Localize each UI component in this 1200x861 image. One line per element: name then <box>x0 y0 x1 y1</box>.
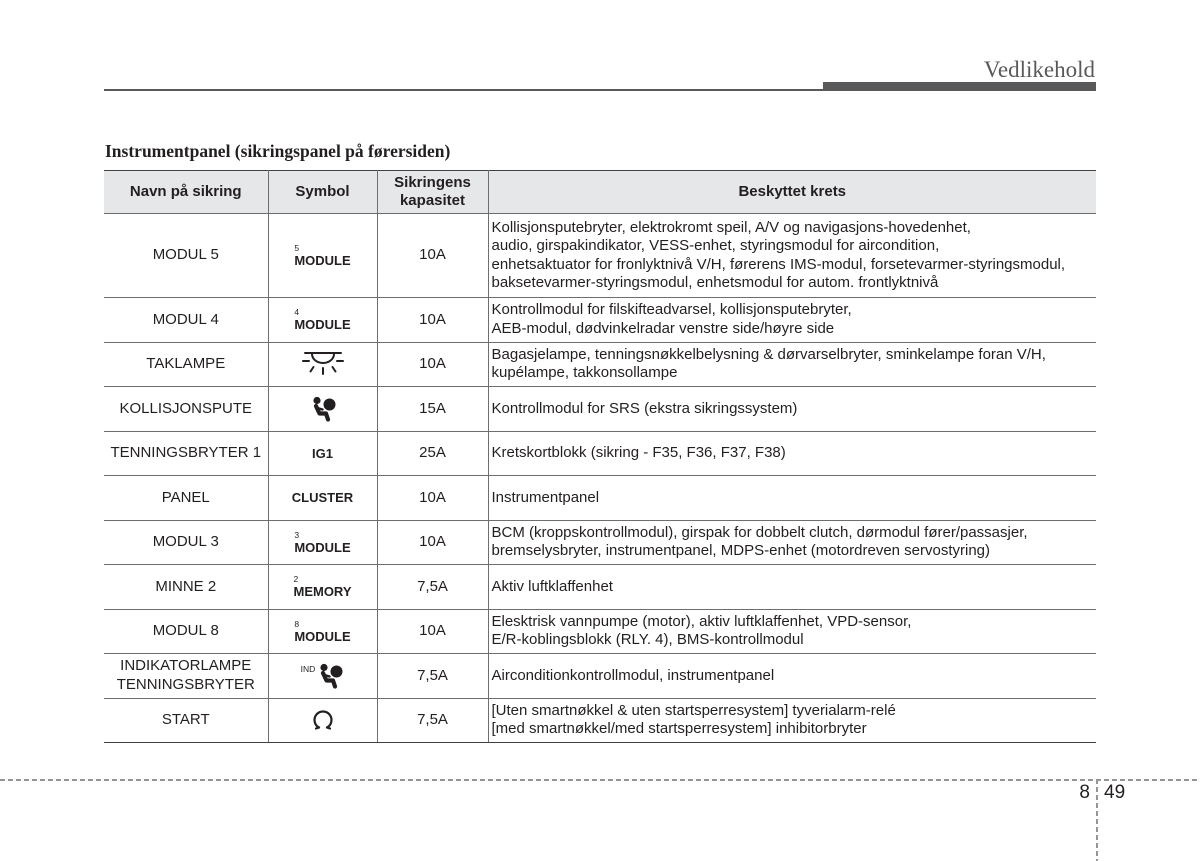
protected-circuit-cell <box>488 476 1096 521</box>
fuse-name: INDIKATORLAMPE <box>120 657 252 675</box>
protected-circuit-cell <box>488 298 1096 343</box>
fuse-name: MODUL 5 <box>152 246 219 264</box>
symbol-label: MODULE <box>294 317 351 333</box>
protected-circuit-cell <box>488 565 1096 610</box>
fuse-name: MODUL 4 <box>152 310 219 328</box>
protected-circuit-line: Kollisjonsputebryter, elektrokromt speil, A/V og navigasjons-hovedenhet, <box>491 218 971 236</box>
fuse-symbol <box>294 530 350 555</box>
symbol-label: IG1 <box>312 445 333 461</box>
fuse-capacity: 10A <box>419 355 446 372</box>
table-row <box>104 609 1096 654</box>
fuse-name-cell <box>104 609 268 654</box>
column-header-capacity <box>377 171 488 214</box>
fuse-capacity: 10A <box>419 622 446 639</box>
fuse-symbol-cell <box>268 698 377 743</box>
protected-circuit-cell <box>488 654 1096 699</box>
table-row <box>104 387 1096 432</box>
page-number: 49 <box>1104 782 1126 803</box>
fuse-capacity: 7,5A <box>417 577 448 595</box>
fuse-symbol <box>293 574 351 599</box>
table-row <box>104 565 1096 610</box>
protected-circuit-line: Elesktrisk vannpumpe (motor), aktiv luftklaffenhet, VPD-sensor, <box>491 612 912 630</box>
table-row <box>104 698 1096 743</box>
symbol-label: MODULE <box>294 628 351 644</box>
protected-circuit-line: Bagasjelampe, tenningsnøkkelbelysning & dørvarselbryter, sminkelampe foran V/H, <box>491 345 1046 363</box>
fuse-name: MINNE 2 <box>155 577 217 595</box>
protected-circuit-line: Instrumentpanel <box>491 488 600 506</box>
table-row <box>104 520 1096 565</box>
airbag-icon <box>316 663 344 689</box>
protected-circuit-line: enhetsaktuator for fronlyktnivå V/H, førerens IMS-modul, forsetevarmer-styringsmodul, <box>491 255 1066 273</box>
fuse-symbol-cell <box>268 214 377 298</box>
fuse-table-body <box>104 214 1096 743</box>
fuse-symbol <box>301 350 345 378</box>
protected-circuit-line: bremselysbryter, instrumentpanel, MDPS-enhet (motordreven servostyring) <box>491 542 991 560</box>
header-rule <box>104 89 1096 91</box>
fuse-table-head <box>104 171 1096 214</box>
protected-circuit-line: [med smartnøkkel/med startsperresystem] inhibitorbryter <box>491 720 867 738</box>
fuse-capacity: 10A <box>419 488 446 506</box>
fuse-table <box>104 170 1096 743</box>
protected-circuit-line: Kontrollmodul for SRS (ekstra sikringssystem) <box>491 399 798 417</box>
fuse-name-cell <box>104 298 268 343</box>
protected-circuit-line: baksetevarmer-styringsmodul, enhetsmodul for autom. frontlyktnivå <box>491 274 939 291</box>
symbol-superscript: 5 <box>294 243 300 253</box>
fuse-capacity: 10A <box>419 533 446 550</box>
symbol-superscript: 4 <box>294 307 300 318</box>
chapter-title: Vedlikehold <box>983 57 1095 82</box>
dome-lamp-icon <box>301 350 345 378</box>
chapter-number: 8 <box>1079 782 1090 803</box>
fuse-name-cell <box>104 431 268 476</box>
fuse-capacity-cell <box>377 520 488 565</box>
fuse-name: MODUL 3 <box>152 533 219 550</box>
fuse-capacity-cell <box>377 609 488 654</box>
protected-circuit-line: Aktiv luftklaffenhet <box>491 577 613 595</box>
fuse-symbol-cell <box>268 476 377 521</box>
fuse-capacity-cell <box>377 298 488 343</box>
fuse-name-cell <box>104 214 268 298</box>
fuse-capacity-cell <box>377 431 488 476</box>
protected-circuit-line: E/R-koblingsblokk (RLY. 4), BMS-kontrollmodul <box>491 631 804 649</box>
fuse-capacity-cell <box>377 476 488 521</box>
fuse-name: TAKLAMPE <box>146 355 226 372</box>
table-row <box>104 214 1096 298</box>
fuse-capacity: 15A <box>419 399 446 417</box>
table-row <box>104 476 1096 521</box>
protected-circuit-cell <box>488 342 1096 387</box>
table-row <box>104 654 1096 699</box>
protected-circuit-cell <box>488 520 1096 565</box>
fuse-name: TENNINGSBRYTER <box>116 675 255 693</box>
fuse-symbol-cell <box>268 565 377 610</box>
fuse-name-cell <box>104 565 268 610</box>
fuse-capacity-cell <box>377 565 488 610</box>
table-row <box>104 342 1096 387</box>
fuse-symbol <box>312 446 333 461</box>
fuse-symbol-cell <box>268 520 377 565</box>
symbol-label: MODULE <box>294 253 351 268</box>
fuse-symbol-cell <box>268 431 377 476</box>
fuse-capacity-cell <box>377 214 488 298</box>
fuse-capacity-cell <box>377 387 488 432</box>
fuse-name-cell <box>104 387 268 432</box>
airbag-icon <box>309 396 337 422</box>
start-icon <box>311 708 335 732</box>
protected-circuit-cell <box>488 609 1096 654</box>
protected-circuit-line: kupélampe, takkonsollampe <box>491 364 678 382</box>
protected-circuit-cell <box>488 387 1096 432</box>
footer-dashed-rule <box>0 779 1200 781</box>
section-title: Instrumentpanel (sikringspanel på førersiden) <box>105 141 451 161</box>
fuse-capacity: 10A <box>419 246 446 264</box>
fuse-capacity: 7,5A <box>417 666 448 684</box>
fuse-symbol <box>292 490 353 505</box>
protected-circuit-line: Kontrollmodul for filskifteadvarsel, kollisjonsputebryter, <box>491 301 852 319</box>
fuse-name: TENNINGSBRYTER 1 <box>110 444 262 461</box>
fuse-name-cell <box>104 520 268 565</box>
table-row <box>104 431 1096 476</box>
fuse-symbol <box>301 663 345 689</box>
protected-circuit-line: audio, girspakindikator, VESS-enhet, styringsmodul for aircondition, <box>491 237 940 254</box>
fuse-symbol-cell <box>268 609 377 654</box>
footer-page-divider <box>1096 779 1098 861</box>
symbol-superscript: 2 <box>293 574 299 585</box>
symbol-superscript: IND <box>300 663 316 674</box>
fuse-name: PANEL <box>161 488 210 506</box>
fuse-name: MODUL 8 <box>152 622 219 639</box>
symbol-superscript: 3 <box>294 529 300 540</box>
column-header-capacity-line: Sikringens <box>394 174 471 191</box>
fuse-symbol <box>294 243 350 268</box>
protected-circuit-cell <box>488 214 1096 298</box>
fuse-name-cell <box>104 698 268 743</box>
column-header-capacity-line: kapasitet <box>399 192 466 209</box>
fuse-symbol-cell <box>268 387 377 432</box>
protected-circuit-cell <box>488 698 1096 743</box>
protected-circuit-line: Kretskortblokk (sikring - F35, F36, F37, F38) <box>491 444 786 461</box>
fuse-capacity: 10A <box>419 310 446 328</box>
fuse-symbol <box>309 396 337 422</box>
protected-circuit-line: [Uten smartnøkkel & uten startsperresystem] tyverialarm-relé <box>491 701 896 719</box>
fuse-name-cell <box>104 342 268 387</box>
symbol-superscript: 8 <box>294 618 300 629</box>
symbol-label: MODULE <box>294 539 351 555</box>
protected-circuit-line: BCM (kroppskontrollmodul), girspak for dobbelt clutch, dørmodul fører/passasjer, <box>491 523 1028 541</box>
fuse-capacity: 7,5A <box>417 711 448 728</box>
column-header-name: Navn på sikring <box>104 171 268 214</box>
column-header-circuit: Beskyttet krets <box>488 171 1096 214</box>
fuse-symbol-cell <box>268 654 377 699</box>
symbol-label: CLUSTER <box>291 490 354 506</box>
fuse-capacity: 25A <box>419 444 446 461</box>
fuse-symbol <box>311 708 335 732</box>
table-row <box>104 298 1096 343</box>
fuse-symbol-cell <box>268 298 377 343</box>
protected-circuit-line: AEB-modul, dødvinkelradar venstre side/høyre side <box>491 319 835 337</box>
protected-circuit-line: Airconditionkontrollmodul, instrumentpanel <box>491 666 775 684</box>
fuse-name-cell <box>104 476 268 521</box>
fuse-symbol <box>294 307 350 332</box>
symbol-label: MEMORY <box>293 584 352 600</box>
fuse-capacity-cell <box>377 698 488 743</box>
fuse-symbol <box>294 619 350 644</box>
table-header-row <box>104 171 1096 214</box>
fuse-capacity-cell <box>377 654 488 699</box>
column-header-symbol: Symbol <box>268 171 377 214</box>
fuse-symbol-cell <box>268 342 377 387</box>
fuse-name: START <box>161 711 210 728</box>
protected-circuit-cell <box>488 431 1096 476</box>
fuse-name-cell <box>104 654 268 699</box>
fuse-name: KOLLISJONSPUTE <box>119 399 253 417</box>
fuse-capacity-cell <box>377 342 488 387</box>
